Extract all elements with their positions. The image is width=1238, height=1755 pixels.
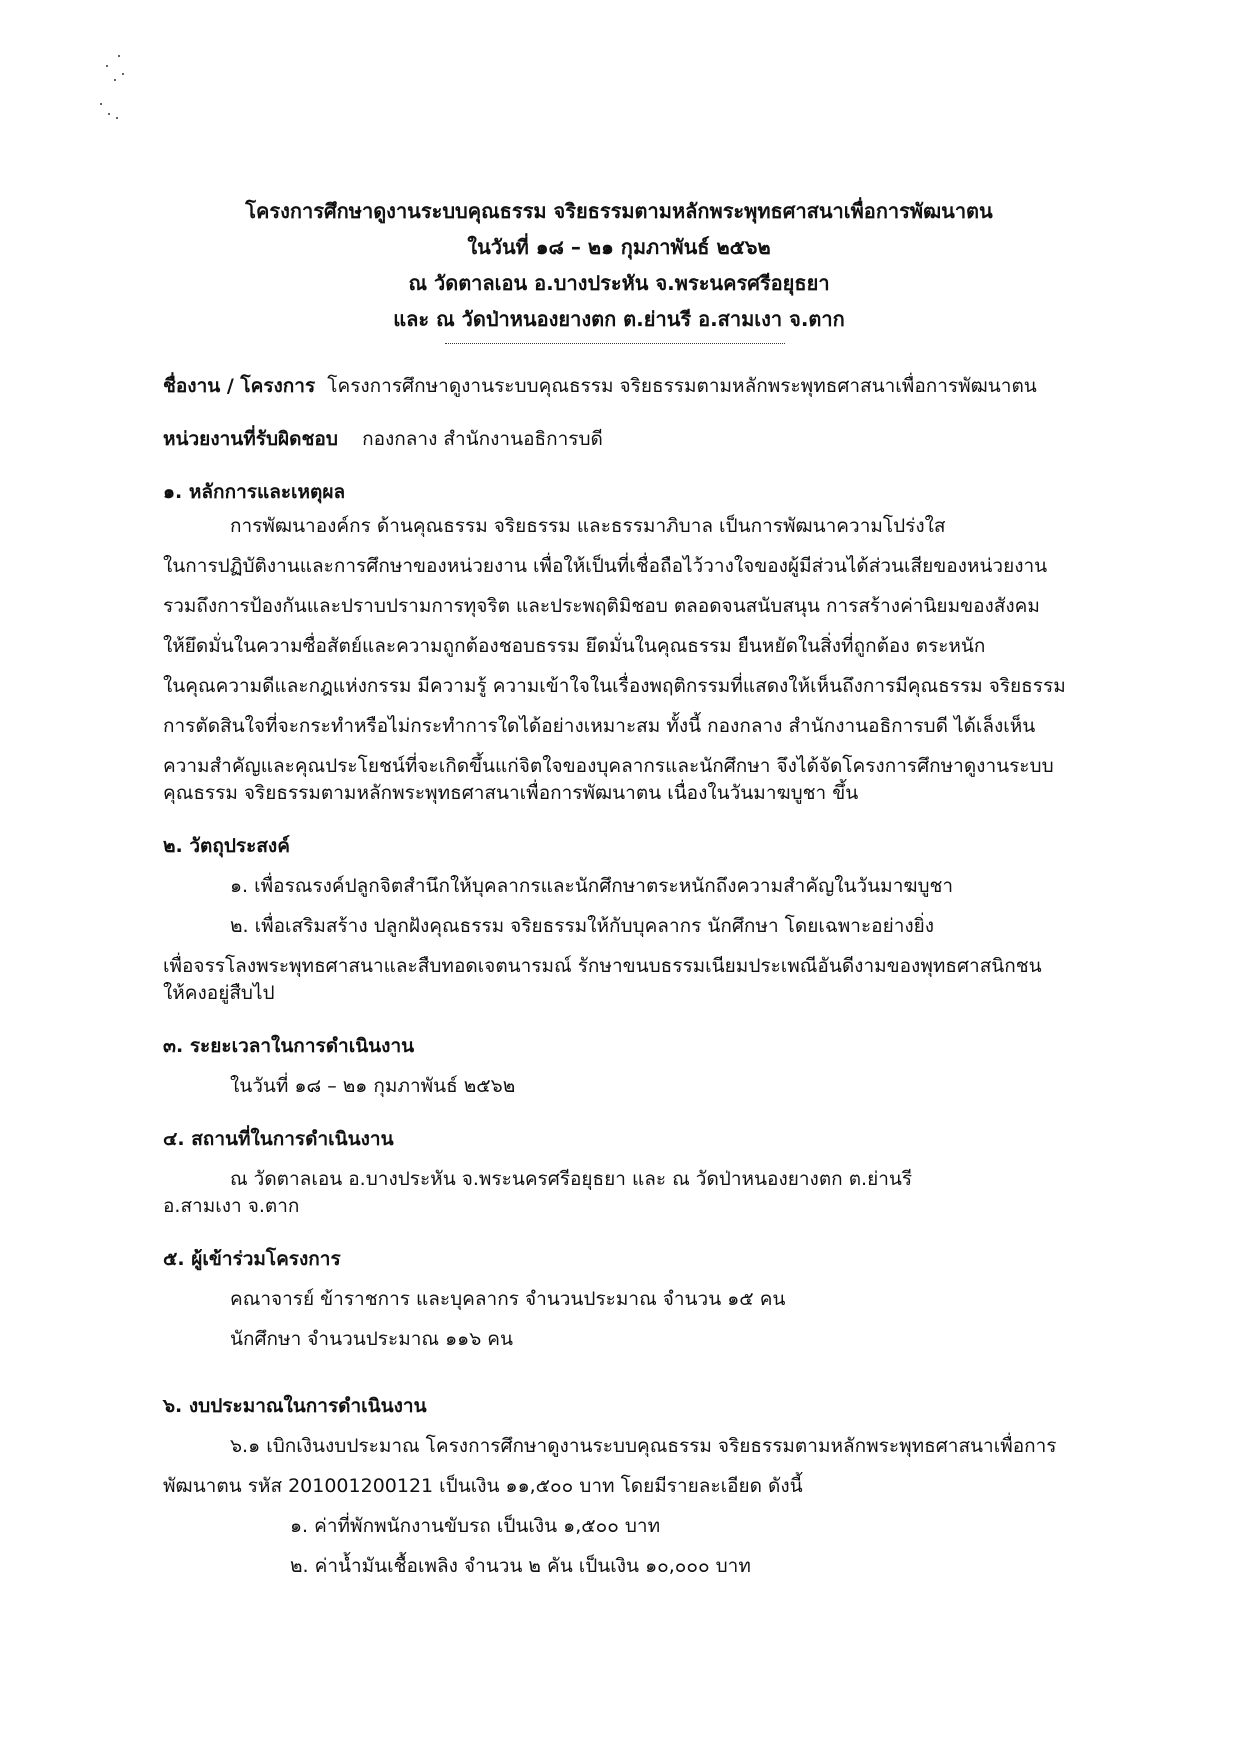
section-1-line: รวมถึงการป้องกันและปราบปรามการทุจริต และประพฤติมิชอบ ตลอดจนสนับสนุน การสร้างค่านิยมของสังคม xyxy=(163,595,1040,617)
section-3-line: ในวันที่ ๑๘ – ๒๑ กุมภาพันธ์ ๒๕๖๒ xyxy=(230,1075,516,1097)
section-3-heading: ๓. ระยะเวลาในการดำเนินงาน xyxy=(163,1035,415,1057)
section-2-line: เพื่อจรรโลงพระพุทธศาสนาและสืบทอดเจตนารมณ์ รักษาขนบธรรมเนียมประเพณีอันดีงามของพุทธศาสนิกชน xyxy=(163,955,1042,977)
section-4-heading: ๔. สถานที่ในการดำเนินงาน xyxy=(163,1128,394,1150)
section-1-line: ในการปฏิบัติงานและการศึกษาของหน่วยงาน เพื่อให้เป็นที่เชื่อถือไว้วางใจของผู้มีส่วนได้ส่วนเสียของหน่วยงาน xyxy=(163,555,1048,577)
title-line-2: ในวันที่ ๑๘ – ๒๑ กุมภาพันธ์ ๒๕๖๒ xyxy=(467,235,771,259)
section-4-line: ณ วัดตาลเอน อ.บางประหัน จ.พระนครศรีอยุธยา และ ณ วัดป่าหนองยางตก ต.ย่านรี xyxy=(230,1168,913,1190)
title-line-1: โครงการศึกษาดูงานระบบคุณธรรม จริยธรรมตามหลักพระพุทธศาสนาเพื่อการพัฒนาตน xyxy=(245,199,993,223)
section-6-item: ๑. ค่าที่พักพนักงานขับรถ เป็นเงิน ๑,๕๐๐ บาท xyxy=(290,1515,661,1537)
section-1-line: การพัฒนาองค์กร ด้านคุณธรรม จริยธรรม และธรรมาภิบาล เป็นการพัฒนาความโปร่งใส xyxy=(230,515,946,537)
section-2-line: ๑. เพื่อรณรงค์ปลูกจิตสำนึกให้บุคลากรและนักศึกษาตระหนักถึงความสำคัญในวันมาฆบูชา xyxy=(230,875,954,897)
scan-specks xyxy=(100,55,140,125)
project-label: ชื่องาน / โครงการ xyxy=(163,375,316,397)
unit-label: หน่วยงานที่รับผิดชอบ xyxy=(163,428,338,450)
project-field xyxy=(163,372,1037,400)
title-line-3: ณ วัดตาลเอน อ.บางประหัน จ.พระนครศรีอยุธยา xyxy=(408,271,830,295)
section-1-line: ในคุณความดีและกฎแห่งกรรม มีความรู้ ความเข้าใจในเรื่องพฤติกรรมที่แสดงให้เห็นถึงการมีคุณธรรม จริยธรรม xyxy=(163,675,1066,697)
section-1-heading: ๑. หลักการและเหตุผล xyxy=(163,481,346,503)
unit-value: กองกลาง สำนักงานอธิการบดี xyxy=(362,428,603,450)
title-line-4: และ ณ วัดป่าหนองยางตก ต.ย่านรี อ.สามเงา จ.ตาก xyxy=(393,307,845,331)
section-5-heading: ๕. ผู้เข้าร่วมโครงการ xyxy=(163,1248,341,1270)
document-title xyxy=(0,193,1238,337)
section-6-heading: ๖. งบประมาณในการดำเนินงาน xyxy=(163,1395,427,1417)
project-value: โครงการศึกษาดูงานระบบคุณธรรม จริยธรรมตามหลักพระพุทธศาสนาเพื่อการพัฒนาตน xyxy=(327,375,1037,397)
section-6-line: พัฒนาตน รหัส 201001200121 เป็นเงิน ๑๑,๕๐๐ บาท โดยมีรายละเอียด ดังนี้ xyxy=(163,1475,803,1497)
unit-field xyxy=(163,425,603,453)
section-2-line: ๒. เพื่อเสริมสร้าง ปลูกฝังคุณธรรม จริยธรรมให้กับบุคลากร นักศึกษา โดยเฉพาะอย่างยิ่ง xyxy=(230,915,935,937)
section-1-line: คุณธรรม จริยธรรมตามหลักพระพุทธศาสนาเพื่อการพัฒนาตน เนื่องในวันมาฆบูชา ขึ้น xyxy=(163,782,859,804)
section-2-line: ให้คงอยู่สืบไป xyxy=(163,982,275,1004)
section-2-heading: ๒. วัตถุประสงค์ xyxy=(163,835,290,857)
section-6-item: ๒. ค่าน้ำมันเชื้อเพลิง จำนวน ๒ คัน เป็นเงิน ๑๐,๐๐๐ บาท xyxy=(290,1555,751,1577)
section-4-line: อ.สามเงา จ.ตาก xyxy=(163,1195,300,1217)
section-5-line: คณาจารย์ ข้าราชการ และบุคลากร จำนวนประมาณ จำนวน ๑๕ คน xyxy=(230,1288,786,1310)
section-1-line: ให้ยึดมั่นในความซื่อสัตย์และความถูกต้องชอบธรรม ยึดมั่นในคุณธรรม ยืนหยัดในสิ่งที่ถูกต้อง ตระหนัก xyxy=(163,635,986,657)
section-1-line: การตัดสินใจที่จะกระทำหรือไม่กระทำการใดได้อย่างเหมาะสม ทั้งนี้ กองกลาง สำนักงานอธิการบดี ได้เล็งเห็น xyxy=(163,715,1036,737)
section-5-line: นักศึกษา จำนวนประมาณ ๑๑๖ คน xyxy=(230,1328,513,1350)
section-6-line: ๖.๑ เบิกเงินงบประมาณ โครงการศึกษาดูงานระบบคุณธรรม จริยธรรมตามหลักพระพุทธศาสนาเพื่อการ xyxy=(230,1435,1057,1457)
title-divider xyxy=(445,343,785,344)
section-1-line: ความสำคัญและคุณประโยชน์ที่จะเกิดขึ้นแก่จิตใจของบุคลากรและนักศึกษา จึงได้จัดโครงการศึกษาดูงานระบบ xyxy=(163,755,1054,777)
